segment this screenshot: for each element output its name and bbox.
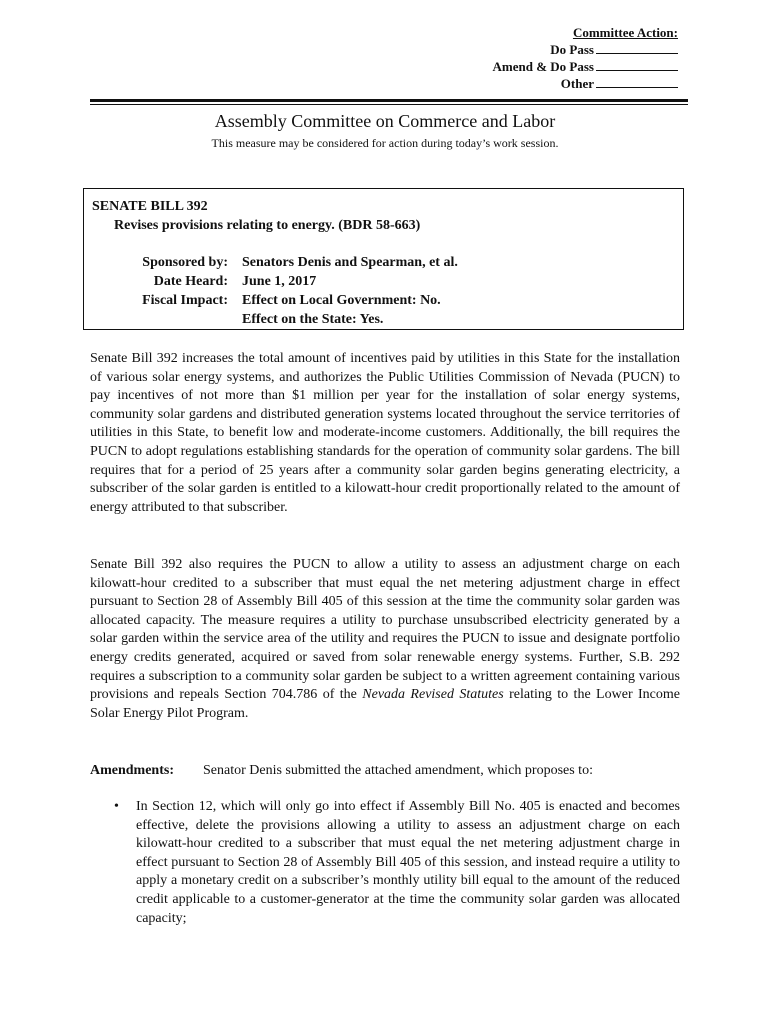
bullet-marker: • [114, 799, 119, 814]
amendments-label: Amendments: [90, 763, 174, 778]
header-rule-thick [90, 99, 688, 102]
fiscal-impact-label: Fiscal Impact: [142, 293, 228, 308]
committee-subtitle: This measure may be considered for action during today’s work session. [211, 136, 559, 150]
do-pass-line [493, 41, 678, 58]
amend-do-pass-line [493, 58, 678, 75]
other-label: Other [560, 76, 594, 91]
committee-title: Assembly Committee on Commerce and Labor [214, 111, 556, 131]
fiscal-state-value: Effect on the State: Yes. [242, 312, 384, 327]
paragraph-2-text-a: Senate Bill 392 also requires the PUCN to allow a utility to assess an adjustment charge on each kilowatt-hour credited to a subscriber that must equal the net metering adjustment charge in effect pursuant to Section 28 of Assembly Bill 405 of this session at the time the community solar garden was allocated capacity. The measure requires a utility to purchase unsubscribed electricity generated by a solar garden within the service area of the utility and requires the PUCN to issue and designate portfolio energy credits generated, acquired or saved from solar renewable energy systems. Further, S.B. 292 requires a subscription to a community solar garden be subject to a written agreement containing various provisions and repeals Section 704.786 of the [90, 557, 680, 703]
bill-meta [92, 253, 675, 329]
do-pass-blank [596, 42, 678, 54]
committee-action-title: Committee Action: [572, 25, 678, 40]
date-heard-value: June 1, 2017 [242, 274, 317, 289]
bill-summary-box [83, 188, 684, 330]
amendments-line [90, 762, 593, 781]
other-line [493, 75, 678, 92]
paragraph-2-statute-title: Nevada Revised Statutes [362, 687, 504, 703]
sponsored-by-label: Sponsored by: [142, 255, 228, 270]
summary-paragraph-2 [90, 556, 680, 723]
amend-do-pass-blank [596, 59, 678, 71]
do-pass-label: Do Pass [550, 42, 594, 57]
summary-paragraph-1: Senate Bill 392 increases the total amount of incentives paid by utilities in this State for the installation of various solar energy systems, and authorizes the Public Utilities Commission of Nevada (PUCN) to pay incentives of not more than $1 million per year for the installation of solar energy systems, community solar gardens and distributed generation systems located throughout the service territories of utilities in this State, to benefit low and moderate-income customers. Additionally, the bill requires the PUCN to adopt regulations establishing standards for the operation of community solar gardens. The bill requires that for a period of 25 years after a community solar garden begins generating electricity, a subscriber of the solar garden is entitled to a kilowatt-hour credit proportionally related to the amount of energy attributed to that subscriber. [90, 351, 680, 515]
header-rule-thin [90, 104, 688, 105]
amendment-bullet-item: In Section 12, which will only go into effect if Assembly Bill No. 405 is enacted and becomes effective, delete the provisions allowing a utility to assess an adjustment charge on each kilowatt-hour credited to a subscriber that must equal the net metering adjustment charge in effect pursuant to Section 28 of Assembly Bill 405 of this session, and instead require a utility to apply a monetary credit on a subscriber’s monthly utility bill equal to the amount of the reduced credit applicable to a customer-generator at the time the community solar garden was allocated capacity; [136, 799, 680, 926]
other-blank [596, 76, 678, 88]
fiscal-local-value: Effect on Local Government: No. [242, 293, 441, 308]
amendments-intro: Senator Denis submitted the attached amendment, which proposes to: [203, 763, 593, 778]
paragraph-2-text-b: relating to the Lower Income Solar Energy Pilot Program. [90, 687, 680, 721]
amend-do-pass-label: Amend & Do Pass [492, 59, 594, 74]
sponsored-by-value: Senators Denis and Spearman, et al. [242, 255, 458, 270]
committee-action-block [493, 24, 678, 92]
fiscal-spacer [92, 310, 228, 329]
bill-description: Revises provisions relating to energy. (BDR 58-663) [114, 218, 421, 233]
bill-id: SENATE BILL 392 [92, 199, 208, 214]
date-heard-label: Date Heard: [153, 274, 228, 289]
